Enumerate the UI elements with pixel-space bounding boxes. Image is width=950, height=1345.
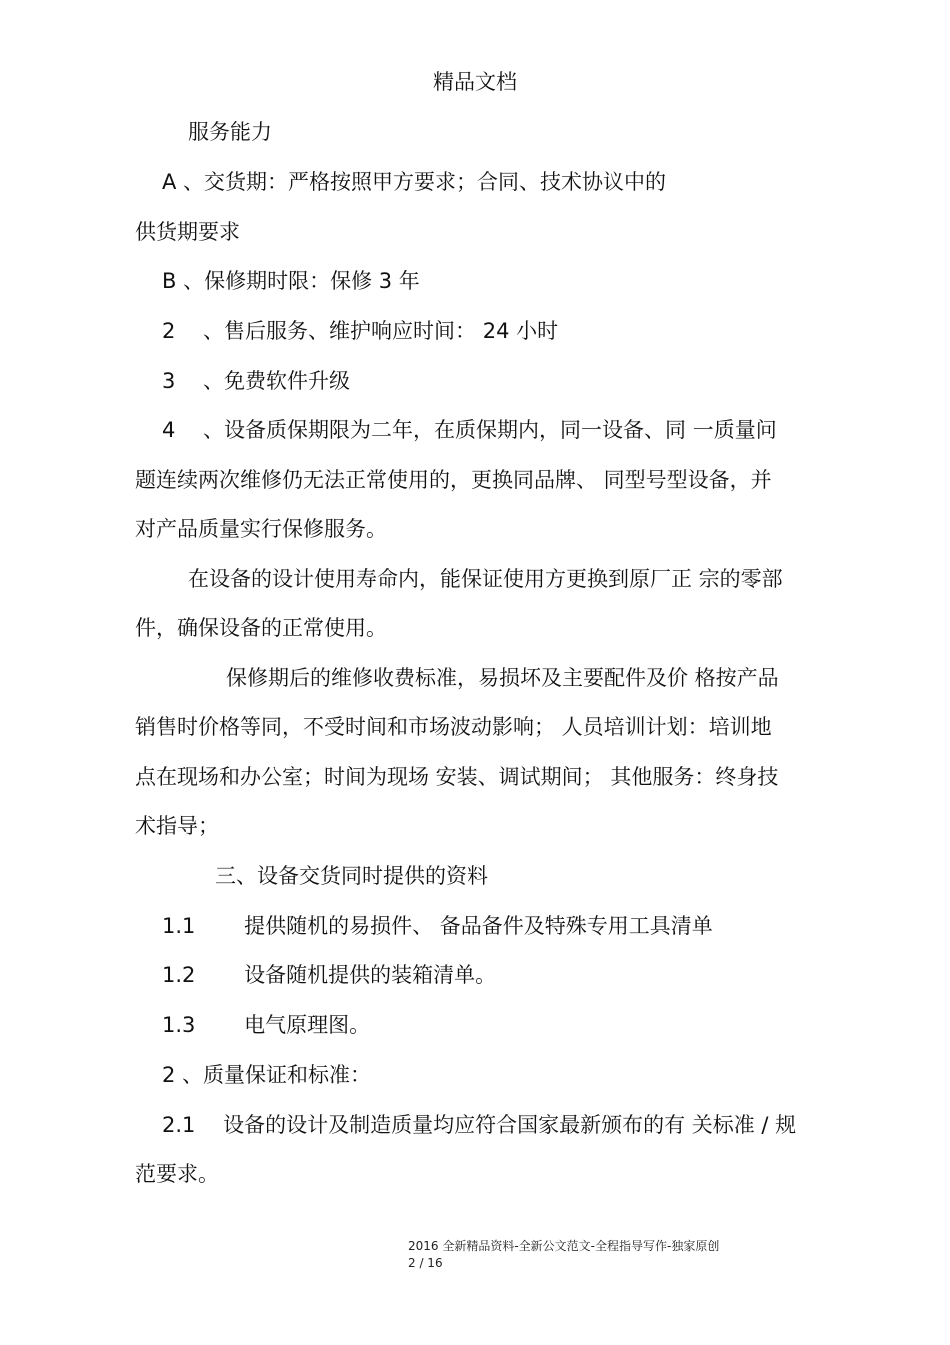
body-line: 3 、免费软件升级: [162, 369, 351, 393]
body-line: 术指导；: [135, 814, 219, 838]
body-line: B 、保修期时限：保修 3 年: [162, 269, 420, 293]
page-header: 精品文档: [433, 70, 517, 94]
body-line: 题连续两次维修仍无法正常使用的，更换同品牌、 同型号型设备，并: [135, 468, 772, 492]
body-line: 4 、设备质保期限为二年，在质保期内，同一设备、同 一质量问: [162, 418, 777, 442]
body-line: 范要求。: [135, 1162, 219, 1186]
body-line: 供货期要求: [135, 220, 240, 244]
body-line: 1.2 设备随机提供的装箱清单。: [162, 963, 497, 987]
body-line: 服务能力: [188, 120, 272, 144]
footer-text: 2016 全新精品资料-全新公文范文-全程指导写作-独家原创: [408, 1239, 720, 1253]
section-heading: 三、设备交货同时提供的资料: [215, 864, 488, 888]
body-line: 2.1 设备的设计及制造质量均应符合国家最新颁布的有 关标准 / 规: [162, 1113, 797, 1137]
body-line: 保修期后的维修收费标准，易损坏及主要配件及价 格按产品: [226, 666, 779, 690]
page-number: 2 / 16: [408, 1256, 443, 1270]
body-line: 件，确保设备的正常使用。: [135, 616, 387, 640]
body-line: 在设备的设计使用寿命内，能保证使用方更换到原厂正 宗的零部: [188, 567, 783, 591]
body-line: 2 、质量保证和标准：: [162, 1063, 372, 1087]
body-line: 2 、售后服务、维护响应时间： 24 小时: [162, 319, 559, 343]
body-line: 1.3 电气原理图。: [162, 1013, 371, 1037]
body-line: A 、交货期：严格按照甲方要求；合同、技术协议中的: [162, 170, 667, 194]
body-line: 销售时价格等同，不受时间和市场波动影响； 人员培训计划：培训地: [135, 715, 772, 739]
body-line: 1.1 提供随机的易损件、 备品备件及特殊专用工具清单: [162, 914, 713, 938]
body-line: 对产品质量实行保修服务。: [135, 517, 387, 541]
body-line: 点在现场和办公室；时间为现场 安装、调试期间； 其他服务：终身技: [135, 765, 779, 789]
